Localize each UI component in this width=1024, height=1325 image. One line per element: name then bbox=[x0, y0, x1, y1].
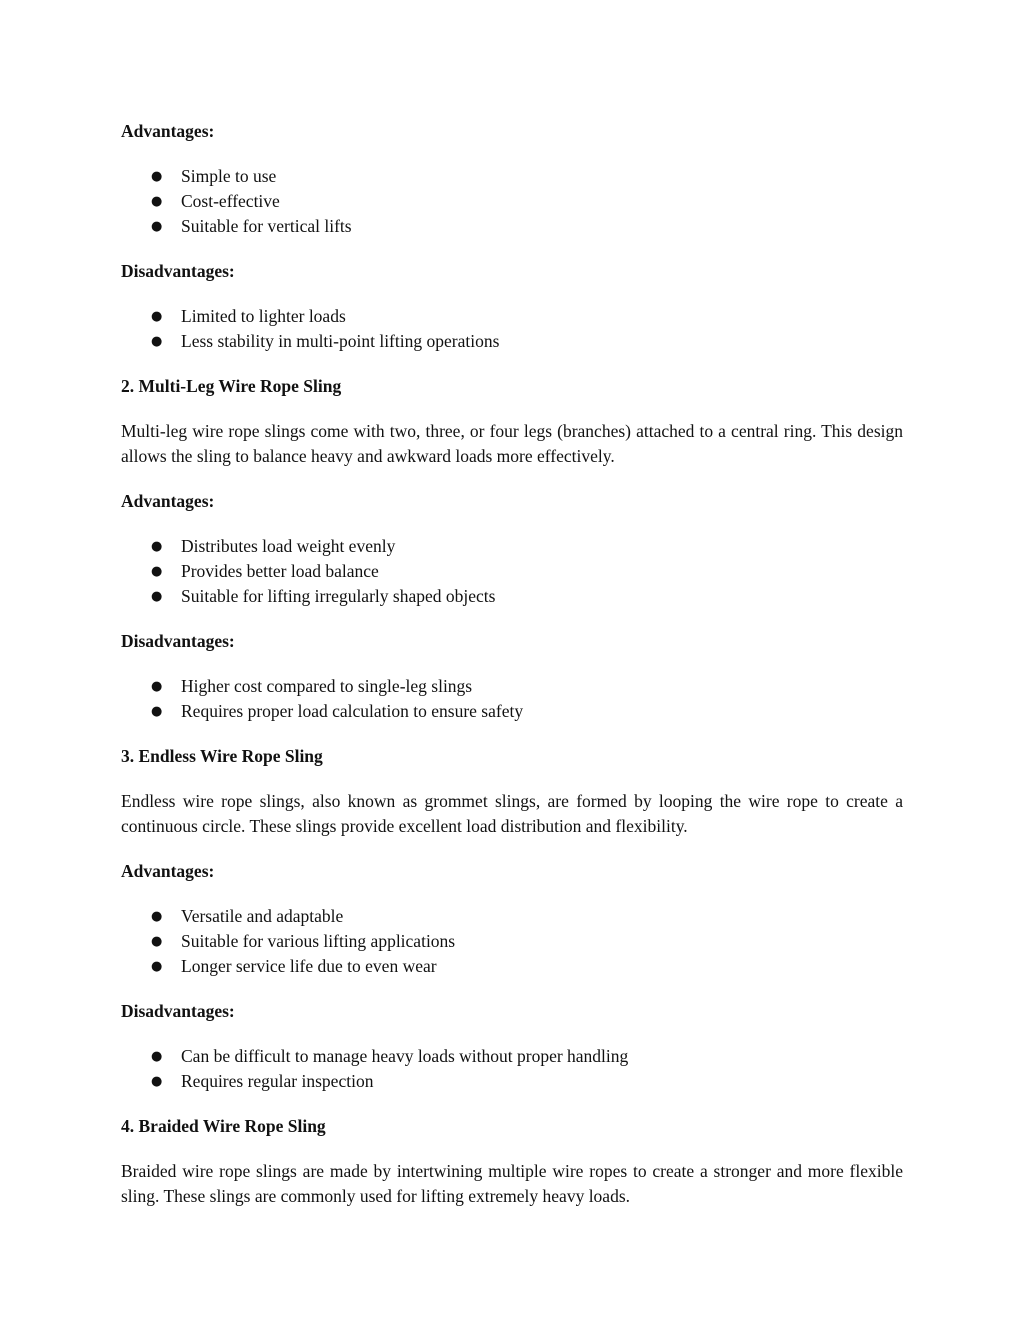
list-item-text: Higher cost compared to single-leg slings bbox=[181, 676, 473, 696]
list-item-text: Longer service life due to even wear bbox=[181, 956, 437, 976]
advantages-heading: Advantages: bbox=[121, 121, 215, 141]
bullet-icon: ● bbox=[151, 934, 163, 949]
list-item bbox=[121, 534, 903, 559]
list-item-text: Requires regular inspection bbox=[181, 1071, 374, 1091]
bullet-icon: ● bbox=[151, 679, 163, 694]
disadvantages-list bbox=[121, 674, 903, 724]
list-item bbox=[121, 929, 903, 954]
list-item-text: Provides better load balance bbox=[181, 561, 379, 581]
list-item-text: Suitable for lifting irregularly shaped objects bbox=[181, 586, 496, 606]
advantages-heading: Advantages: bbox=[121, 491, 215, 511]
list-item bbox=[121, 674, 903, 699]
bullet-icon: ● bbox=[151, 704, 163, 719]
list-item bbox=[121, 189, 903, 214]
list-item-text: Can be difficult to manage heavy loads without proper handling bbox=[181, 1046, 629, 1066]
list-item-text: Less stability in multi-point lifting operations bbox=[181, 331, 500, 351]
disadvantages-list bbox=[121, 1044, 903, 1094]
list-item bbox=[121, 1044, 903, 1069]
bullet-icon: ● bbox=[151, 169, 163, 184]
bullet-icon: ● bbox=[151, 539, 163, 554]
section-heading-braided: 4. Braided Wire Rope Sling bbox=[121, 1116, 326, 1136]
endless-description: Endless wire rope slings, also known as grommet slings, are formed by looping the wire rope to create a continuous circle. These slings provide excellent load distribution and flexibility. bbox=[121, 791, 903, 836]
advantages-list bbox=[121, 534, 903, 609]
list-item bbox=[121, 904, 903, 929]
document-page bbox=[121, 119, 903, 1229]
disadvantages-heading: Disadvantages: bbox=[121, 261, 235, 281]
list-item bbox=[121, 954, 903, 979]
section-heading-endless: 3. Endless Wire Rope Sling bbox=[121, 746, 323, 766]
advantages-list bbox=[121, 904, 903, 979]
list-item-text: Distributes load weight evenly bbox=[181, 536, 396, 556]
list-item bbox=[121, 164, 903, 189]
bullet-icon: ● bbox=[151, 1074, 163, 1089]
list-item-text: Suitable for various lifting applications bbox=[181, 931, 456, 951]
list-item bbox=[121, 559, 903, 584]
list-item bbox=[121, 699, 903, 724]
advantages-list bbox=[121, 164, 903, 239]
list-item-text: Requires proper load calculation to ensure safety bbox=[181, 701, 524, 721]
list-item-text: Cost-effective bbox=[181, 191, 280, 211]
list-item bbox=[121, 329, 903, 354]
disadvantages-list bbox=[121, 304, 903, 354]
multi-leg-description: Multi-leg wire rope slings come with two, three, or four legs (branches) attached to a central ring. This design allows the sling to balance heavy and awkward loads more effectively. bbox=[121, 421, 903, 466]
list-item bbox=[121, 1069, 903, 1094]
bullet-icon: ● bbox=[151, 959, 163, 974]
list-item bbox=[121, 304, 903, 329]
list-item-text: Limited to lighter loads bbox=[181, 306, 346, 326]
bullet-icon: ● bbox=[151, 1049, 163, 1064]
section-heading-multi-leg: 2. Multi-Leg Wire Rope Sling bbox=[121, 376, 342, 396]
braided-description: Braided wire rope slings are made by intertwining multiple wire ropes to create a stronger and more flexible sling. These slings are commonly used for lifting extremely heavy loads. bbox=[121, 1161, 903, 1206]
bullet-icon: ● bbox=[151, 219, 163, 234]
list-item bbox=[121, 584, 903, 609]
disadvantages-heading: Disadvantages: bbox=[121, 1001, 235, 1021]
list-item-text: Suitable for vertical lifts bbox=[181, 216, 352, 236]
bullet-icon: ● bbox=[151, 589, 163, 604]
list-item-text: Simple to use bbox=[181, 166, 277, 186]
bullet-icon: ● bbox=[151, 309, 163, 324]
list-item bbox=[121, 214, 903, 239]
advantages-heading: Advantages: bbox=[121, 861, 215, 881]
disadvantages-heading: Disadvantages: bbox=[121, 631, 235, 651]
list-item-text: Versatile and adaptable bbox=[181, 906, 344, 926]
bullet-icon: ● bbox=[151, 334, 163, 349]
bullet-icon: ● bbox=[151, 909, 163, 924]
bullet-icon: ● bbox=[151, 194, 163, 209]
bullet-icon: ● bbox=[151, 564, 163, 579]
